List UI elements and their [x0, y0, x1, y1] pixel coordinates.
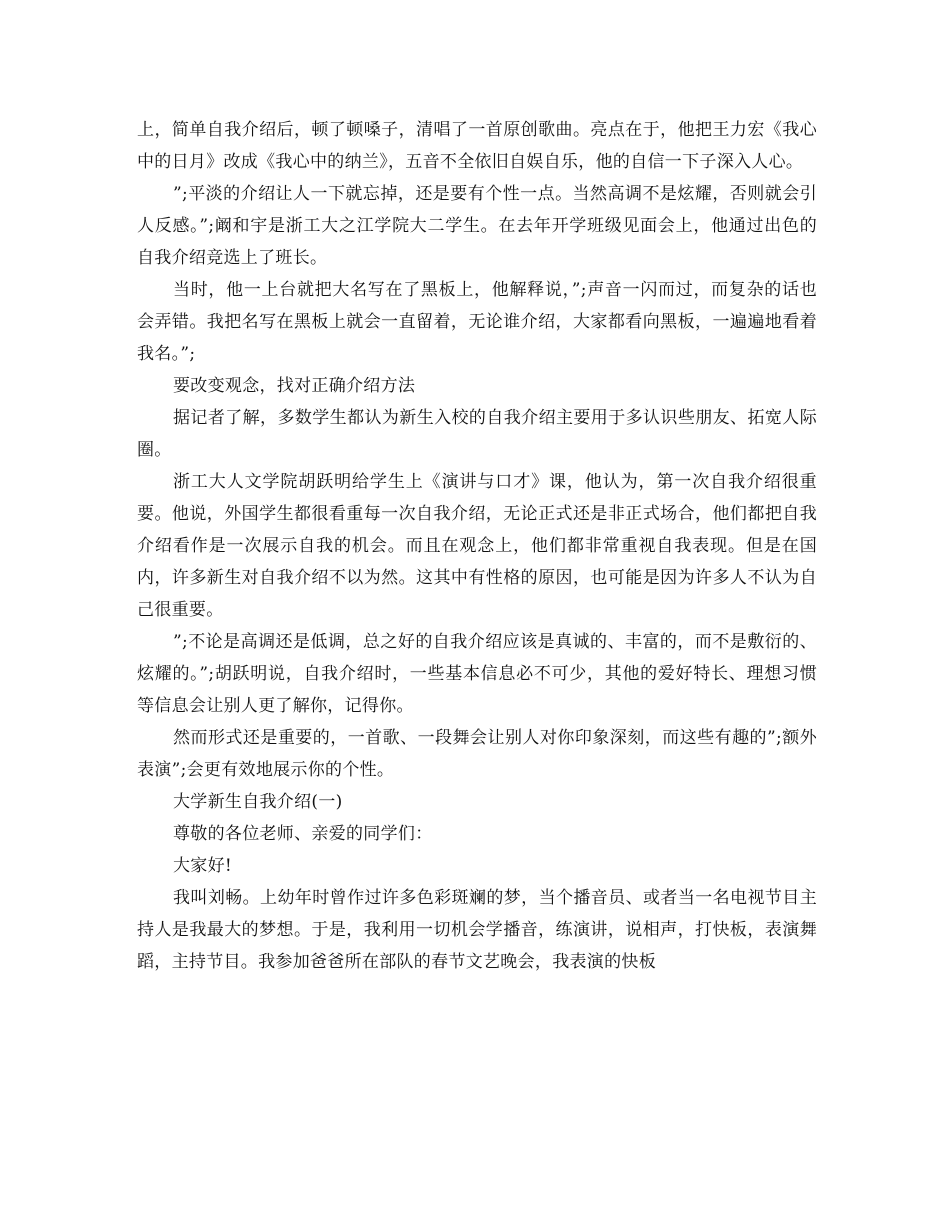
- paragraph-5: 据记者了解，多数学生都认为新生入校的自我介绍主要用于多认识些朋友、拓宽人际圈。: [137, 408, 817, 460]
- salutation: 尊敬的各位老师、亲爱的同学们：: [173, 824, 433, 844]
- paragraph-7: ”;不论是高调还是低调，总之好的自我介绍应该是真诚的、丰富的，而不是敷衍的、炫耀的。”;胡跃明说，自我介绍时，一些基本信息必不可少，其他的爱好特长、理想习惯等信息会让别人更了解你，记得你。: [137, 632, 817, 716]
- paragraph-1: 上，简单自我介绍后，顿了顿嗓子，清唱了一首原创歌曲。亮点在于，他把王力宏《我心中的日月》改成《我心中的纳兰》，五音不全依旧自娱自乐，他的自信一下子深入人心。: [137, 120, 817, 172]
- paragraph-12: 我叫刘畅。上幼年时曾作过许多色彩斑斓的梦，当个播音员、或者当一名电视节目主持人是我最大的梦想。于是，我利用一切机会学播音，练演讲，说相声，打快板，表演舞蹈，主持节目。我参加爸爸所在部队的春节文艺晚会，我表演的快板: [137, 888, 817, 972]
- document-body: [137, 114, 817, 978]
- paragraph-2: ”;平淡的介绍让人一下就忘掉，还是要有个性一点。当然高调不是炫耀，否则就会引人反感。”;阚和宇是浙工大之江学院大二学生。在去年开学班级见面会上，他通过出色的自我介绍竞选上了班长。: [137, 184, 817, 268]
- section-heading: 要改变观念，找对正确介绍方法: [173, 376, 416, 396]
- greeting: 大家好!: [173, 856, 233, 876]
- paragraph-3: 当时，他一上台就把大名写在了黑板上，他解释说，”;声音一闪而过，而复杂的话也会弄错。我把名写在黑板上就会一直留着，无论谁介绍，大家都看向黑板，一遍遍地看着我名。”;: [137, 280, 817, 364]
- article-title: 大学新生自我介绍(一): [173, 792, 343, 812]
- paragraph-6: 浙工大人文学院胡跃明给学生上《演讲与口才》课，他认为，第一次自我介绍很重要。他说，外国学生都很看重每一次自我介绍，无论正式还是非正式场合，他们都把自我介绍看作是一次展示自我的机会。而且在观念上，他们都非常重视自我表现。但是在国内，许多新生对自我介绍不以为然。这其中有性格的原因，也可能是因为许多人不认为自己很重要。: [137, 472, 817, 620]
- paragraph-8: 然而形式还是重要的，一首歌、一段舞会让别人对你印象深刻，而这些有趣的”;额外表演”;会更有效地展示你的个性。: [137, 728, 817, 780]
